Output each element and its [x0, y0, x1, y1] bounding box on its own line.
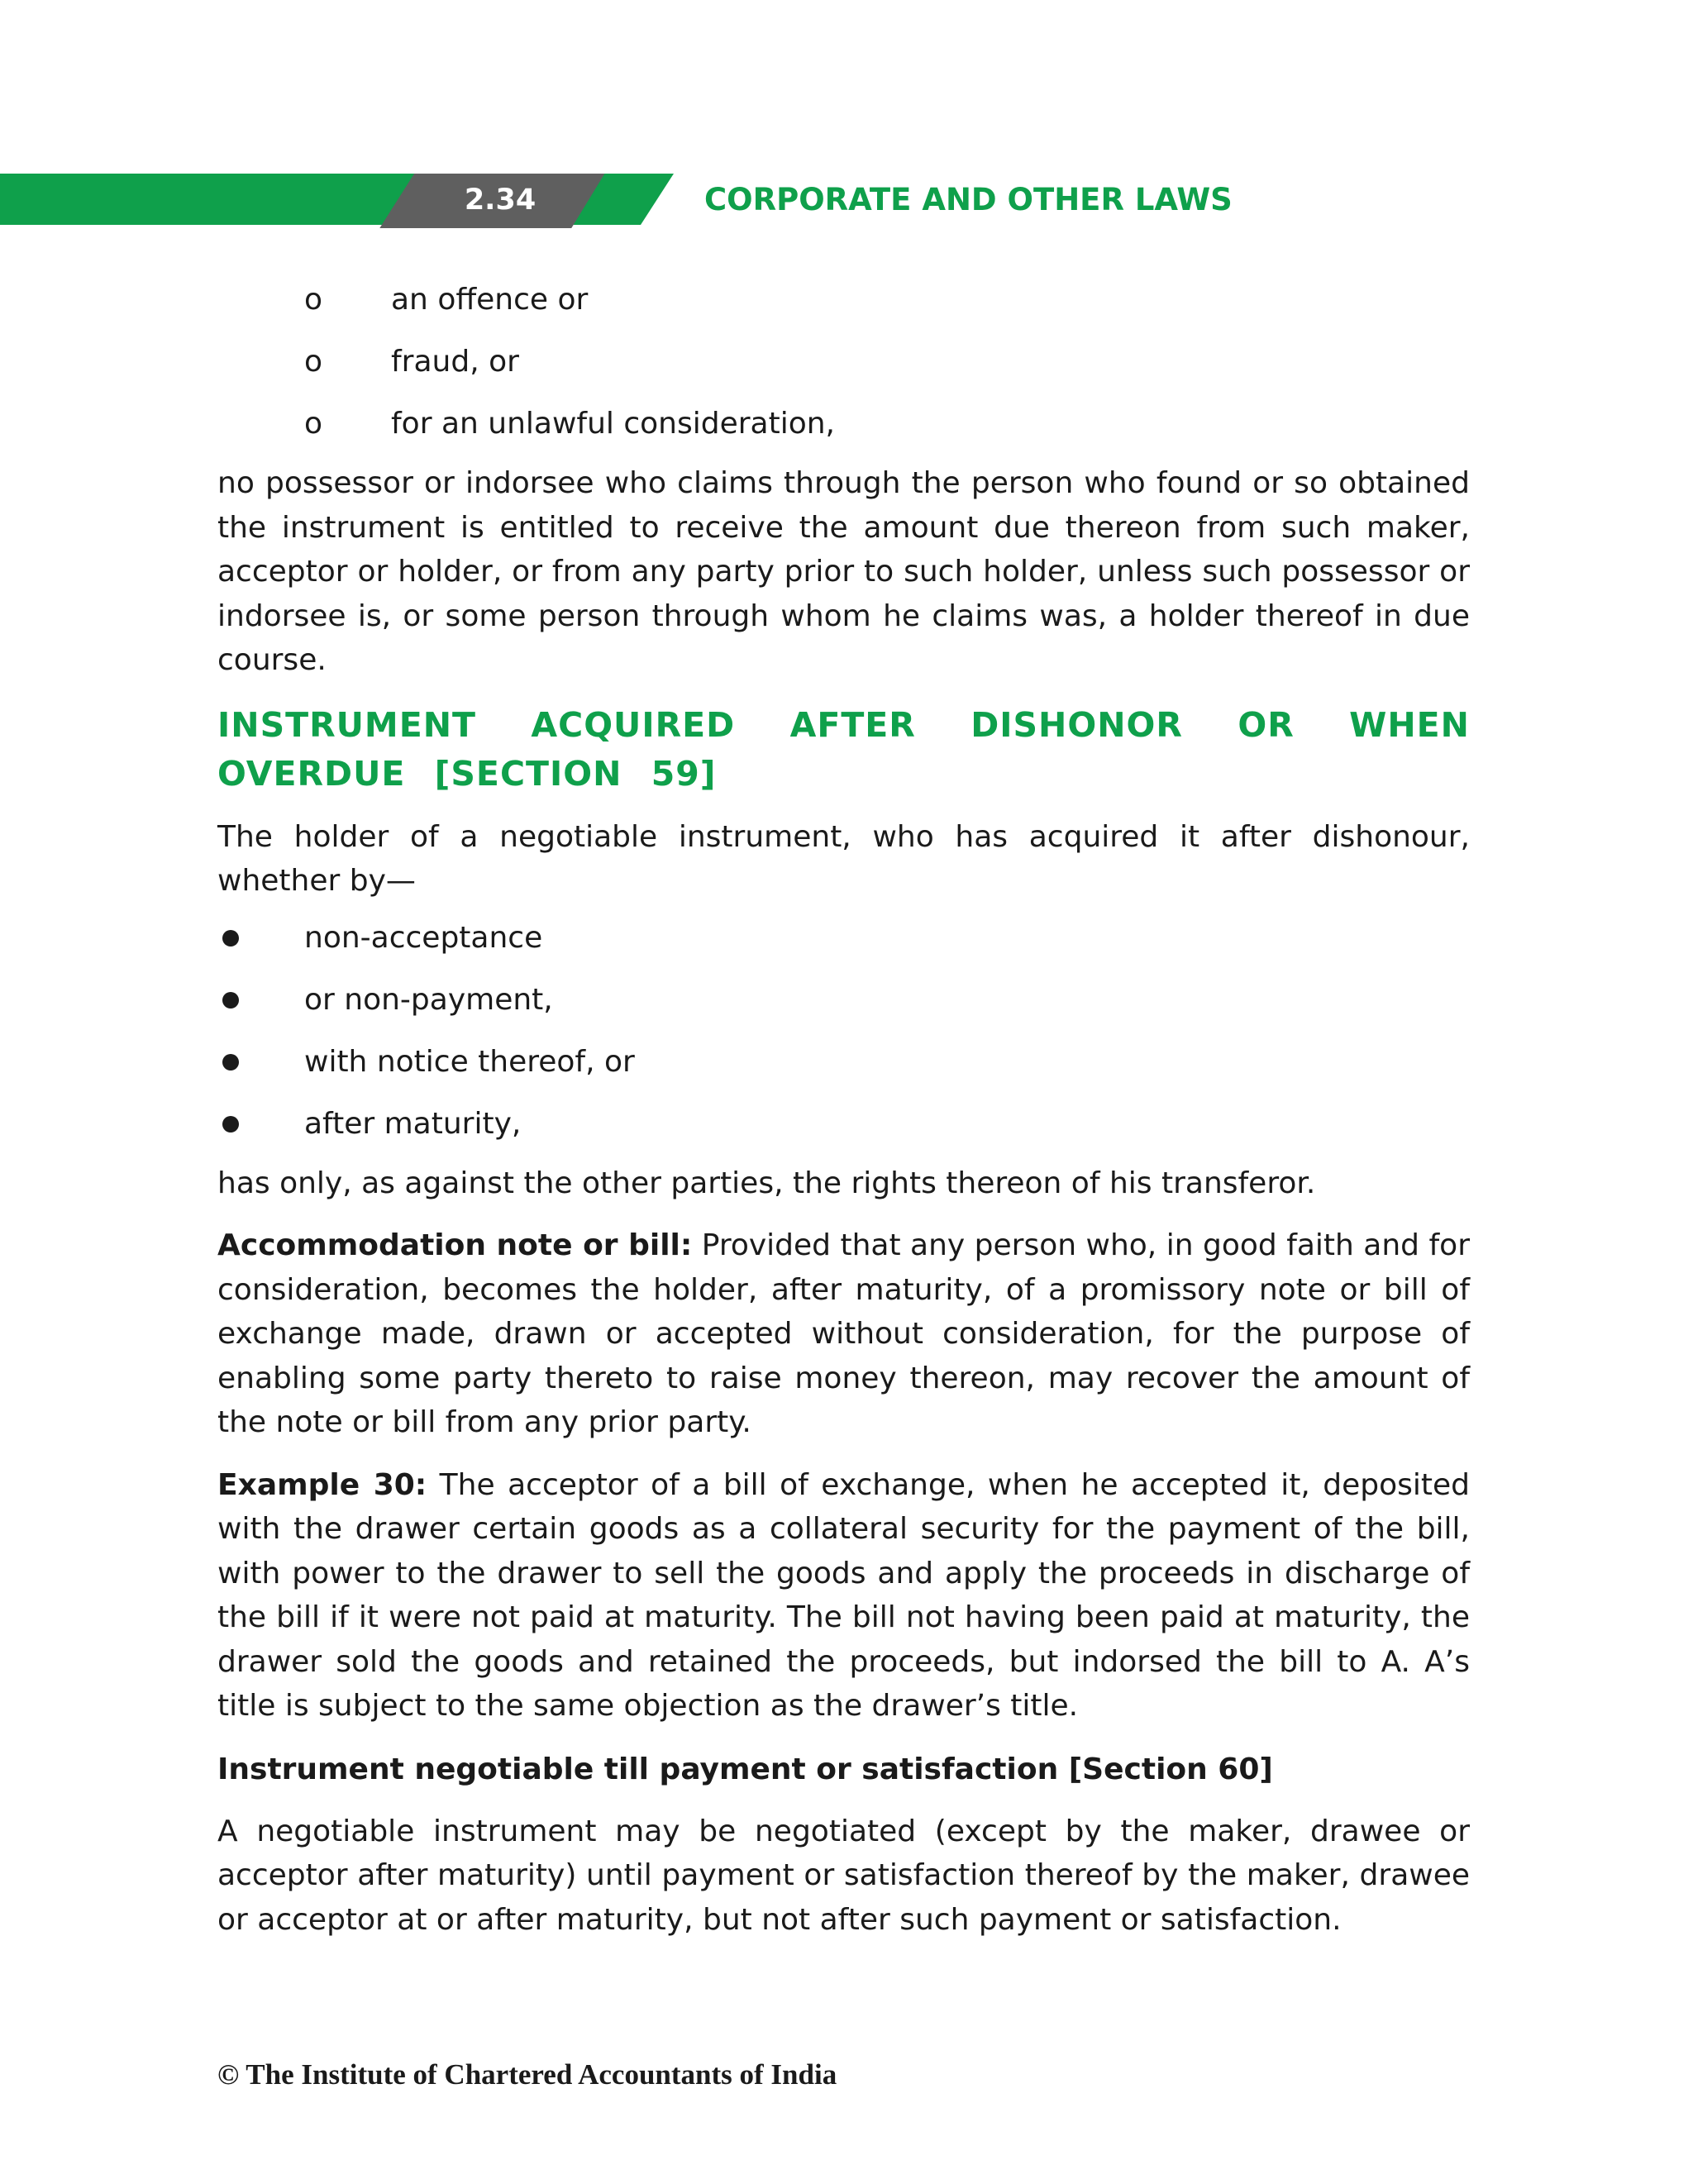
accommodation-paragraph [217, 1223, 1470, 1445]
list-item [217, 1099, 1470, 1161]
accommodation-text: Provided that any person who, in good faith and for consideration, becomes the holder, after maturity, of a promissory note or bill of exchange made, drawn or accepted without consideration, for the purpose of enabling some party thereto to raise money thereon, may recover the amount of the note or bill from any prior party. [217, 1228, 1470, 1439]
running-title: CORPORATE AND OTHER LAWS [704, 182, 1233, 217]
example-paragraph [217, 1463, 1470, 1729]
example-text: The acceptor of a bill of exchange, when he accepted it, deposited with the drawer certain goods as a collateral security for the payment of the bill, with power to the drawer to sell the goods and apply the proceeds in discharge of the bill if it were not paid at maturity. The bill not having been paid at maturity, the drawer sold the goods and retained the proceeds, but indorsed the bill to A. A’s title is subject to the same objection as the drawer’s title. [217, 1467, 1471, 1723]
bullet-dot-icon [222, 1116, 239, 1133]
intro-paragraph: no possessor or indorsee who claims through the person who found or so obtained the instrument is entitled to receive the amount due thereon from such maker, acceptor or holder, or from any party prior to such holder, unless such possessor or indorsee is, or some person through whom he claims was, a holder thereof in due course. [217, 466, 1470, 677]
list-item-text: fraud, or [391, 345, 519, 379]
list-item-text: non-acceptance [304, 920, 543, 955]
list-item [217, 399, 1470, 461]
footer-copyright: © The Institute of Chartered Accountants of India [217, 2058, 837, 2091]
section-60-paragraph: A negotiable instrument may be negotiated (except by the maker, drawee or acceptor after maturity) until payment or satisfaction thereof by the maker, drawee or acceptor at or after maturity, but not after such payment or satisfaction. [217, 1814, 1470, 1937]
accommodation-lead: Accommodation note or bill: [217, 1228, 693, 1262]
section-59-heading: INSTRUMENT ACQUIRED AFTER DISHONOR OR WHEN OVERDUE [SECTION 59] [217, 704, 1470, 794]
header-band [0, 174, 678, 228]
header-band-graphic [0, 174, 678, 228]
list-item [217, 275, 1470, 337]
list-item [217, 337, 1470, 399]
bullet-dot-icon [222, 992, 239, 1009]
section-59-intro: The holder of a negotiable instrument, who has acquired it after dishonour, whether by— [217, 819, 1470, 898]
example-lead: Example 30: [217, 1467, 427, 1502]
circle-bullet-icon: o [304, 407, 323, 441]
page-number: 2.34 [464, 184, 537, 217]
section-60-heading: Instrument negotiable till payment or satisfaction [Section 60] [217, 1752, 1273, 1786]
section-59-closing: has only, as against the other parties, the rights thereon of his transferor. [217, 1166, 1316, 1200]
list-item-text: after maturity, [304, 1106, 522, 1141]
list-item [217, 975, 1470, 1037]
list-item-text: for an unlawful consideration, [391, 407, 835, 441]
circle-bullet-icon: o [304, 283, 323, 317]
list-item-text: an offence or [391, 283, 589, 317]
list-item [217, 1037, 1470, 1099]
page-content [217, 275, 1470, 1960]
list-item-text: with notice thereof, or [304, 1044, 635, 1079]
circle-bullet-icon: o [304, 345, 323, 379]
bullet-dot-icon [222, 1054, 239, 1071]
list-item [217, 913, 1470, 975]
list-item-text: or non-payment, [304, 982, 553, 1017]
bullet-dot-icon [222, 930, 239, 947]
